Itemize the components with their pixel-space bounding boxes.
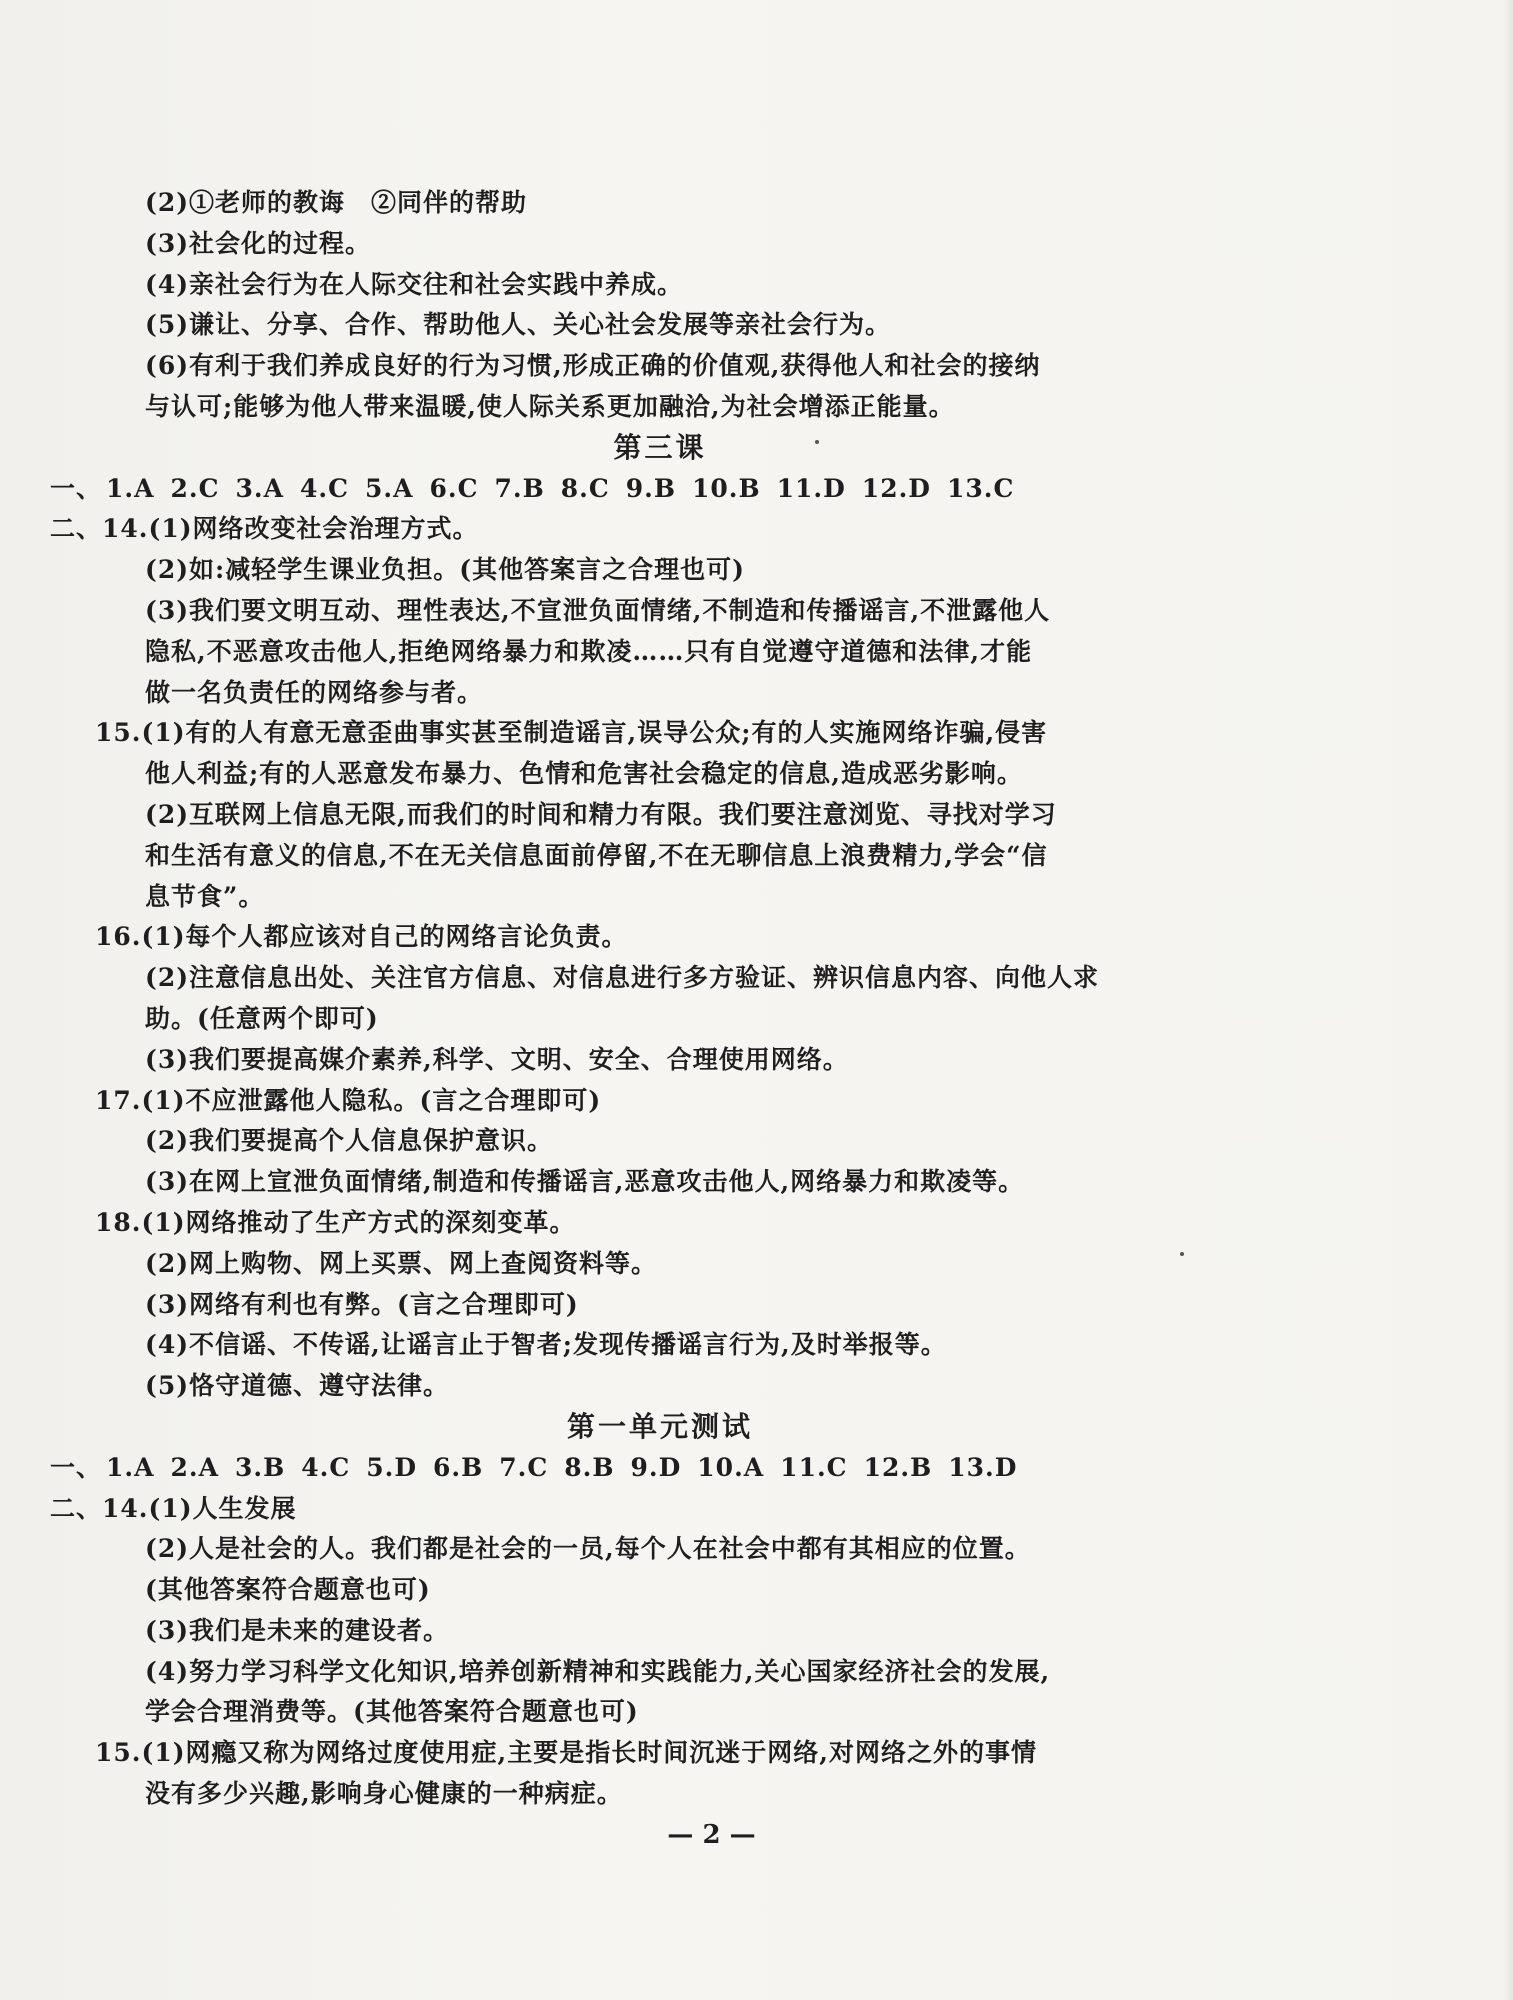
page-number: — 2 —: [667, 1820, 756, 1850]
answer-content: [50, 183, 1230, 1815]
answer-line: 和生活有意义的信息,不在无关信息面前停留,不在无聊信息上浪费精力,学会“信: [145, 840, 1048, 870]
mc-answer: 2.A: [170, 1452, 220, 1482]
mc-answer: 6.C: [429, 473, 479, 503]
mc-answer: 7.C: [499, 1452, 549, 1482]
scan-speck: [815, 440, 819, 444]
mc-answer: 12.D: [861, 473, 931, 503]
answer-line: (4)不信谣、不传谣,让谣言止于智者;发现传播谣言行为,及时举报等。: [145, 1330, 947, 1360]
answer-line: 二、14.(1)网络改变社会治理方式。: [50, 514, 479, 544]
answer-line: (2)我们要提高个人信息保护意识。: [145, 1126, 554, 1156]
mc-answer: 8.B: [564, 1452, 615, 1482]
answer-line: (3)社会化的过程。: [145, 228, 372, 258]
answer-line: (3)我们是未来的建设者。: [145, 1615, 450, 1645]
answer-line: (4)努力学习科学文化知识,培养创新精神和实践能力,关心国家经济社会的发展,: [145, 1656, 1051, 1686]
mc-answer: 8.C: [560, 473, 610, 503]
answer-line: (5)谦让、分享、合作、帮助他人、关心社会发展等亲社会行为。: [145, 310, 892, 340]
answer-line: (2)如:减轻学生课业负担。(其他答案言之合理也可): [145, 555, 745, 585]
answer-line: (2)①老师的教诲 ②同伴的帮助: [145, 188, 528, 217]
answer-line: (2)互联网上信息无限,而我们的时间和精力有限。我们要注意浏览、寻找对学习: [145, 799, 1057, 829]
mc-answer: 1.A: [106, 1452, 155, 1482]
answer-line: (6)有利于我们养成良好的行为习惯,形成正确的价值观,获得他人和社会的接纳: [145, 351, 1041, 381]
mc-prefix: 一、: [50, 1452, 103, 1482]
mc-answer: 10.B: [691, 473, 761, 503]
mc-answer: 3.B: [235, 1452, 286, 1482]
answer-line: 没有多少兴趣,影响身心健康的一种病症。: [145, 1779, 623, 1809]
mc-answer: 4.C: [301, 1452, 351, 1482]
page-edge-shadow: [1503, 0, 1513, 2000]
mc-answer: 5.D: [366, 1452, 418, 1482]
answer-line: 18.(1)网络推动了生产方式的深刻变革。: [95, 1207, 576, 1237]
answer-line: (2)注意信息出处、关注官方信息、对信息进行多方验证、辨识信息内容、向他人求: [145, 963, 1100, 993]
answer-line: 做一名负责任的网络参与者。: [145, 677, 484, 707]
mc-answer: 9.D: [630, 1452, 682, 1482]
mc-answer: 5.A: [365, 473, 414, 503]
answer-line: (其他答案符合题意也可): [145, 1575, 431, 1605]
answer-line: (2)网上购物、网上买票、网上查阅资料等。: [145, 1248, 658, 1278]
mc-prefix: 一、: [50, 473, 103, 503]
mc-answer: 7.B: [494, 473, 545, 503]
mc-answer: 12.B: [863, 1452, 933, 1482]
answer-line: (3)网络有利也有弊。(言之合理即可): [145, 1289, 579, 1319]
mc-answer: 1.A: [106, 473, 155, 503]
answer-line: 17.(1)不应泄露他人隐私。(言之合理即可): [95, 1085, 602, 1115]
mc-answer: 9.B: [625, 473, 676, 503]
answer-line: (4)亲社会行为在人际交往和社会实践中养成。: [145, 269, 684, 299]
answer-line: 与认可;能够为他人带来温暖,使人际关系更加融洽,为社会增添正能量。: [145, 391, 955, 421]
answer-line: 他人利益;有的人恶意发布暴力、色情和危害社会稳定的信息,造成恶劣影响。: [145, 759, 1023, 789]
multiple-choice-answers-unit1: [50, 1448, 1230, 1489]
mc-answer: 6.B: [433, 1452, 484, 1482]
answer-line: 学会合理消费等。(其他答案符合题意也可): [145, 1697, 639, 1727]
scan-speck: [1180, 1252, 1184, 1256]
answer-line: 16.(1)每个人都应该对自己的网络言论负责。: [95, 922, 628, 952]
answer-line: (3)我们要提高媒介素养,科学、文明、安全、合理使用网络。: [145, 1044, 849, 1074]
mc-answer: 13.C: [946, 473, 1015, 503]
answer-line: (2)人是社会的人。我们都是社会的一员,每个人在社会中都有其相应的位置。: [145, 1534, 1031, 1564]
answer-line: (3)在网上宣泄负面情绪,制造和传播谣言,恶意攻击他人,网络暴力和欺凌等。: [145, 1167, 1025, 1197]
mc-answer: 11.D: [776, 473, 846, 503]
multiple-choice-answers-lesson3: [50, 469, 1230, 510]
answer-line: 助。(任意两个即可): [145, 1003, 379, 1033]
mc-answer: 11.C: [780, 1452, 848, 1482]
mc-answer: 3.A: [235, 473, 285, 503]
answer-line: 二、14.(1)人生发展: [50, 1493, 297, 1523]
answer-line: 隐私,不恶意攻击他人,拒绝网络暴力和欺凌……只有自觉遵守道德和法律,才能: [145, 636, 1033, 666]
answer-line: 息节食”。: [145, 881, 265, 911]
answer-line: 15.(1)网瘾又称为网络过度使用症,主要是指长时间沉迷于网络,对网络之外的事情: [95, 1738, 1037, 1768]
mc-answer: 2.C: [170, 473, 220, 503]
mc-answer: 10.A: [697, 1452, 765, 1482]
answer-line: 15.(1)有的人有意无意歪曲事实甚至制造谣言,误导公众;有的人实施网络诈骗,侵害: [95, 718, 1048, 748]
mc-answer: 4.C: [300, 473, 350, 503]
mc-answer: 13.D: [948, 1452, 1018, 1482]
answer-line: (3)我们要文明互动、理性表达,不宣泄负面情绪,不制造和传播谣言,不泄露他人: [145, 595, 1051, 625]
section-heading-lesson3: 第三课: [613, 430, 707, 464]
section-heading-unit1-test: 第一单元测试: [566, 1409, 753, 1443]
answer-line: (5)恪守道德、遵守法律。: [145, 1371, 450, 1401]
